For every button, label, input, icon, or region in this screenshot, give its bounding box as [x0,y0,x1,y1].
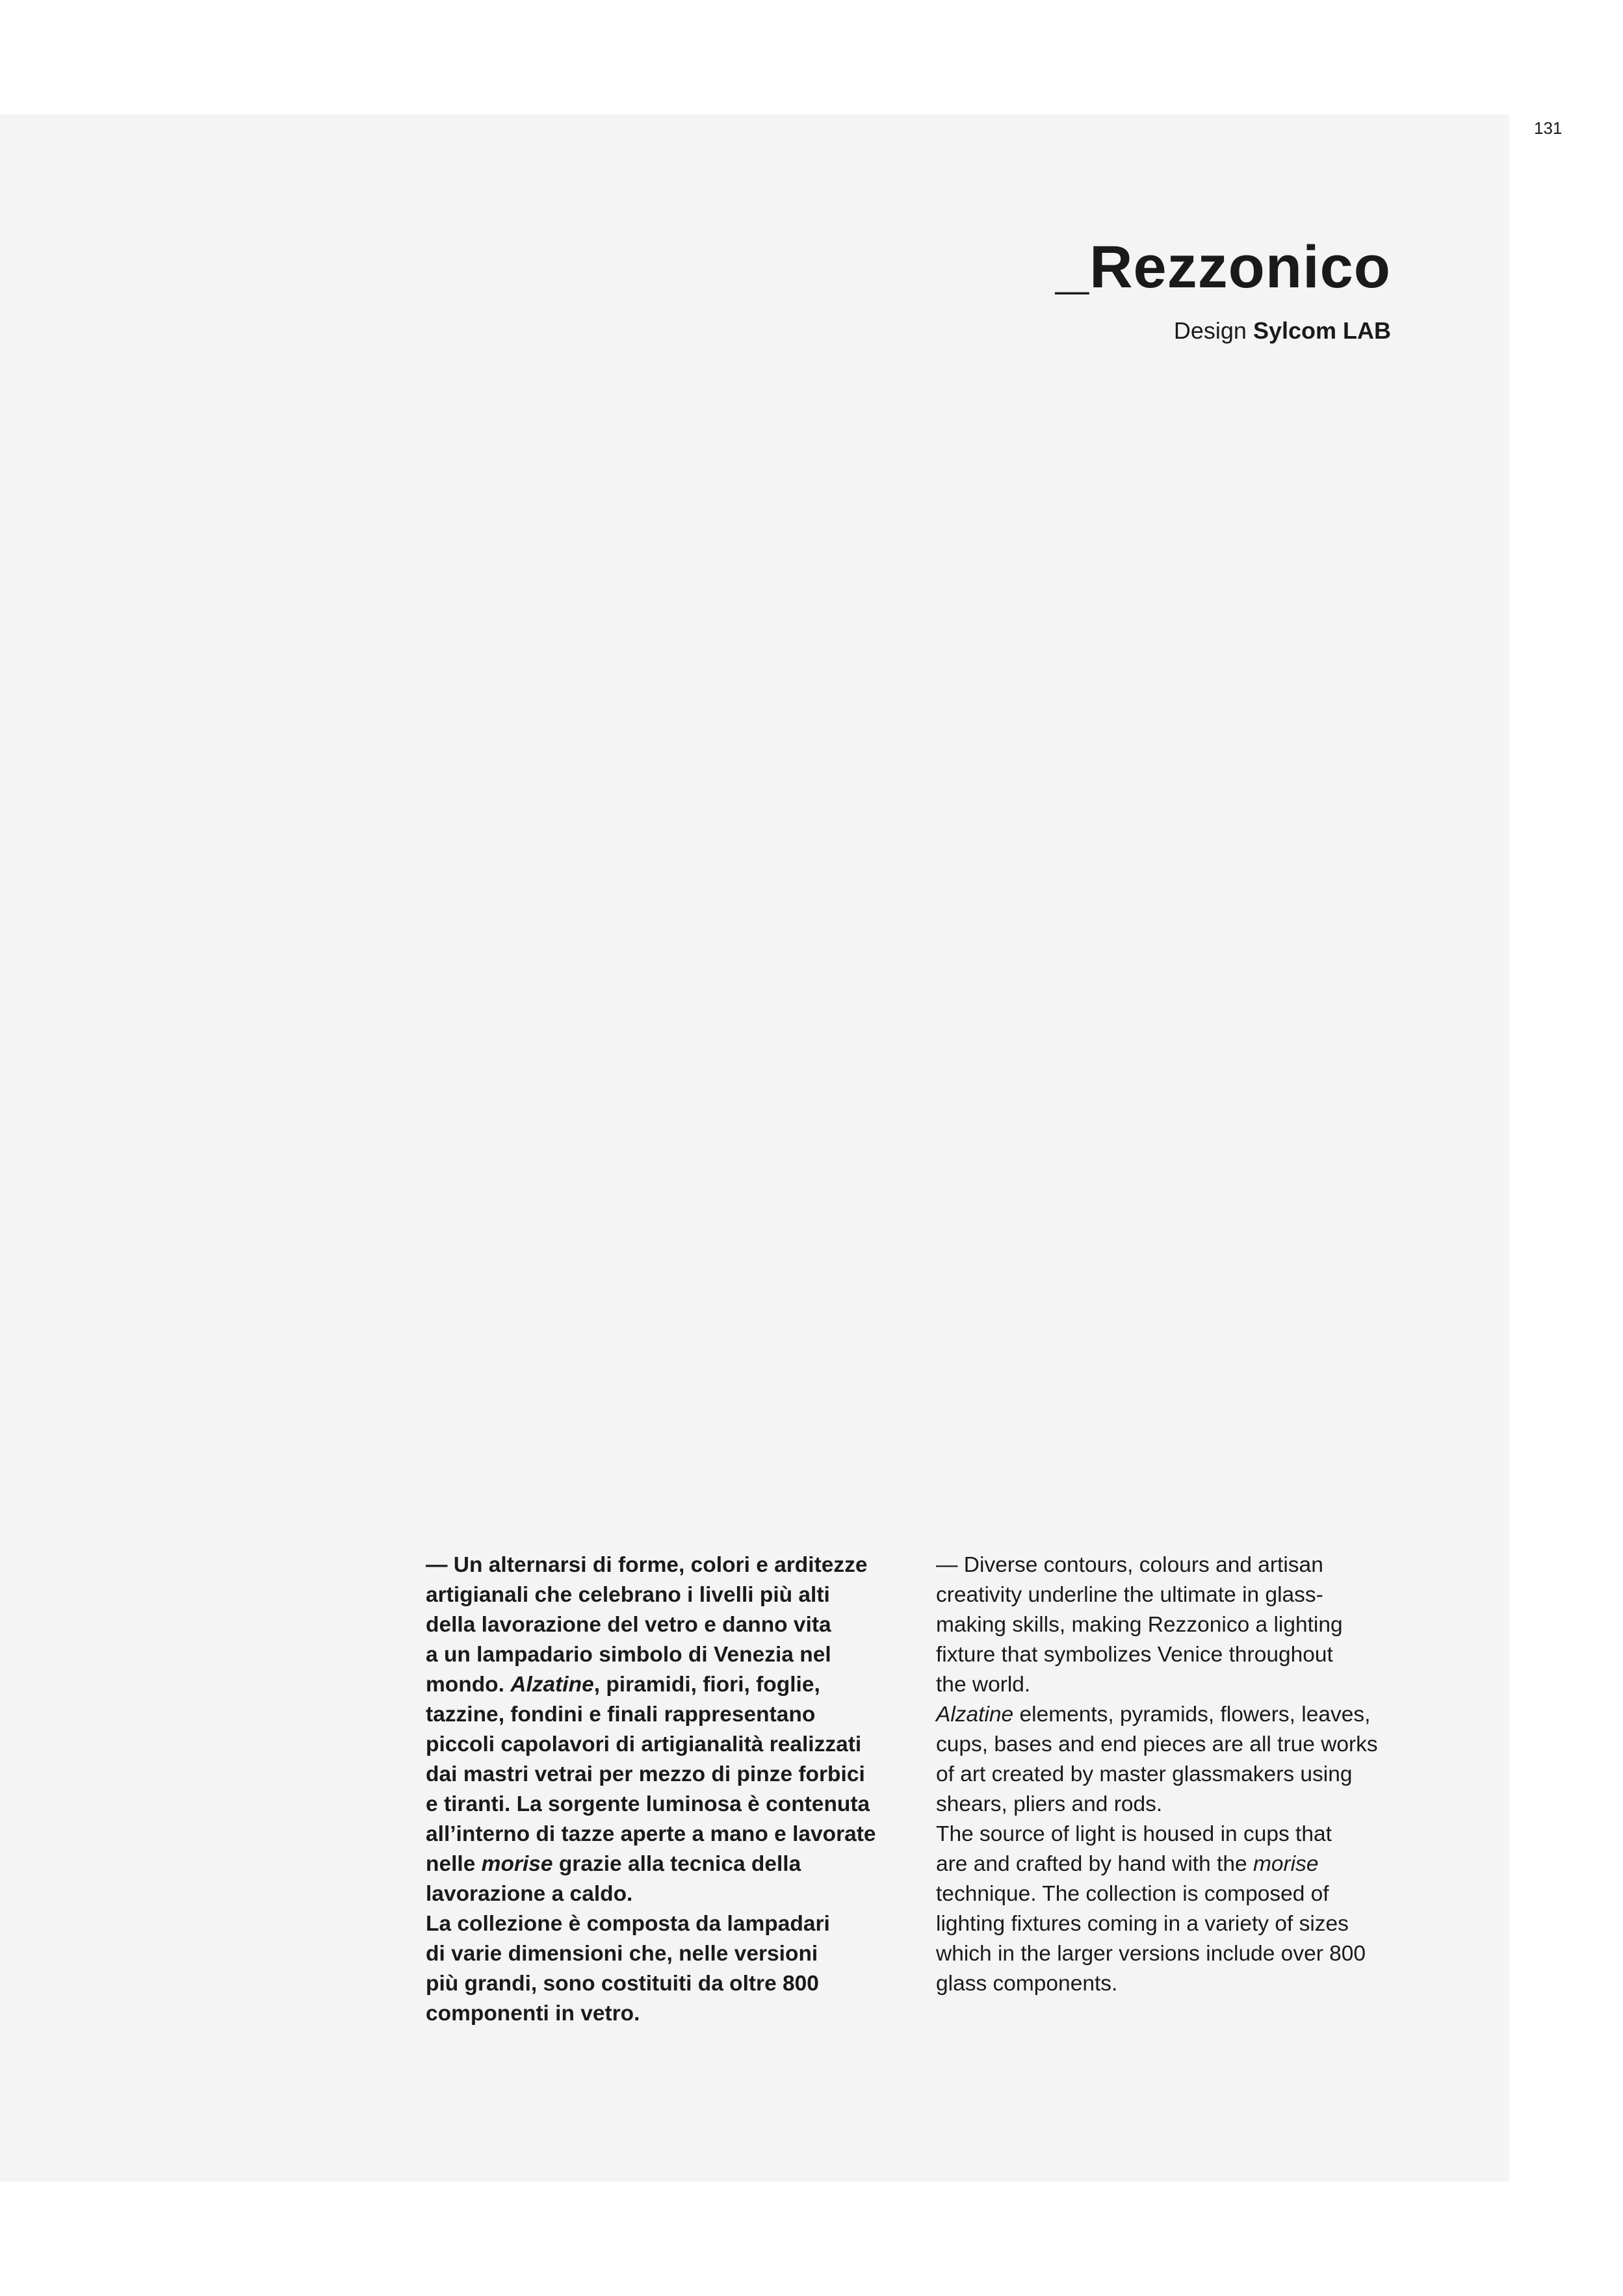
en-line: cups, bases and end pieces are all true works [936,1732,1378,1756]
en-italic-term: Alzatine [936,1702,1014,1727]
it-line: di varie dimensioni che, nelle versioni [426,1942,818,1966]
it-line: piccoli capolavori di artigianalità realizzati [426,1732,862,1756]
en-line [936,1700,1404,1730]
it-line: artigianali che celebrano i livelli più alti [426,1583,830,1607]
en-line: the world. [936,1673,1031,1697]
en-line: of art created by master glassmakers using [936,1762,1353,1786]
en-line: The source of light is housed in cups that [936,1822,1332,1846]
it-line: all’interno di tazze aperte a mano e lavorate [426,1822,876,1846]
english-description [936,1550,1404,1999]
italian-description [426,1550,881,2029]
designer-name: Sylcom LAB [1253,317,1391,344]
it-text: mondo. [426,1673,511,1697]
it-line: della lavorazione del vetro e danno vita [426,1613,831,1637]
page-number: 131 [1534,118,1563,138]
it-line: e tiranti. La sorgente luminosa è contenuta [426,1792,870,1816]
en-line: creativity underline the ultimate in glass- [936,1583,1323,1607]
en-line: glass components. [936,1972,1118,1996]
it-text: grazie alla tecnica della [552,1852,801,1876]
it-line: più grandi, sono costituiti da oltre 800 [426,1972,819,1996]
en-line: — Diverse contours, colours and artisan [936,1553,1323,1577]
en-line: fixture that symbolizes Venice throughout [936,1643,1333,1667]
it-text: nelle [426,1852,482,1876]
en-line: shears, pliers and rods. [936,1792,1163,1816]
it-line: a un lampadario simbolo di Venezia nel [426,1643,831,1667]
en-italic-term: morise [1253,1852,1319,1876]
it-italic-term: Alzatine [510,1673,594,1697]
en-line: which in the larger versions include over 800 [936,1942,1366,1966]
it-line: dai mastri vetrai per mezzo di pinze forbici [426,1762,865,1786]
it-line [426,1849,881,1879]
it-line [426,1670,881,1700]
it-text: , piramidi, fiori, foglie, [593,1673,820,1697]
en-text: are and crafted by hand with the [936,1852,1253,1876]
en-line: technique. The collection is composed of [936,1882,1329,1906]
en-text: elements, pyramids, flowers, leaves, [1013,1702,1371,1727]
en-line: lighting fixtures coming in a variety of sizes [936,1912,1349,1936]
en-line: making skills, making Rezzonico a lighting [936,1613,1343,1637]
it-line: La collezione è composta da lampadari [426,1912,830,1936]
it-line: — Un alternarsi di forme, colori e arditezze [426,1553,868,1577]
it-italic-term: morise [481,1852,553,1876]
it-line: componenti in vetro. [426,2002,640,2026]
design-prefix: Design [1173,317,1247,344]
design-credit [1174,316,1391,346]
en-line [936,1849,1404,1879]
page-title: _Rezzonico [1055,234,1391,300]
it-line: lavorazione a caldo. [426,1882,633,1906]
it-line: tazzine, fondini e finali rappresentano [426,1702,816,1727]
